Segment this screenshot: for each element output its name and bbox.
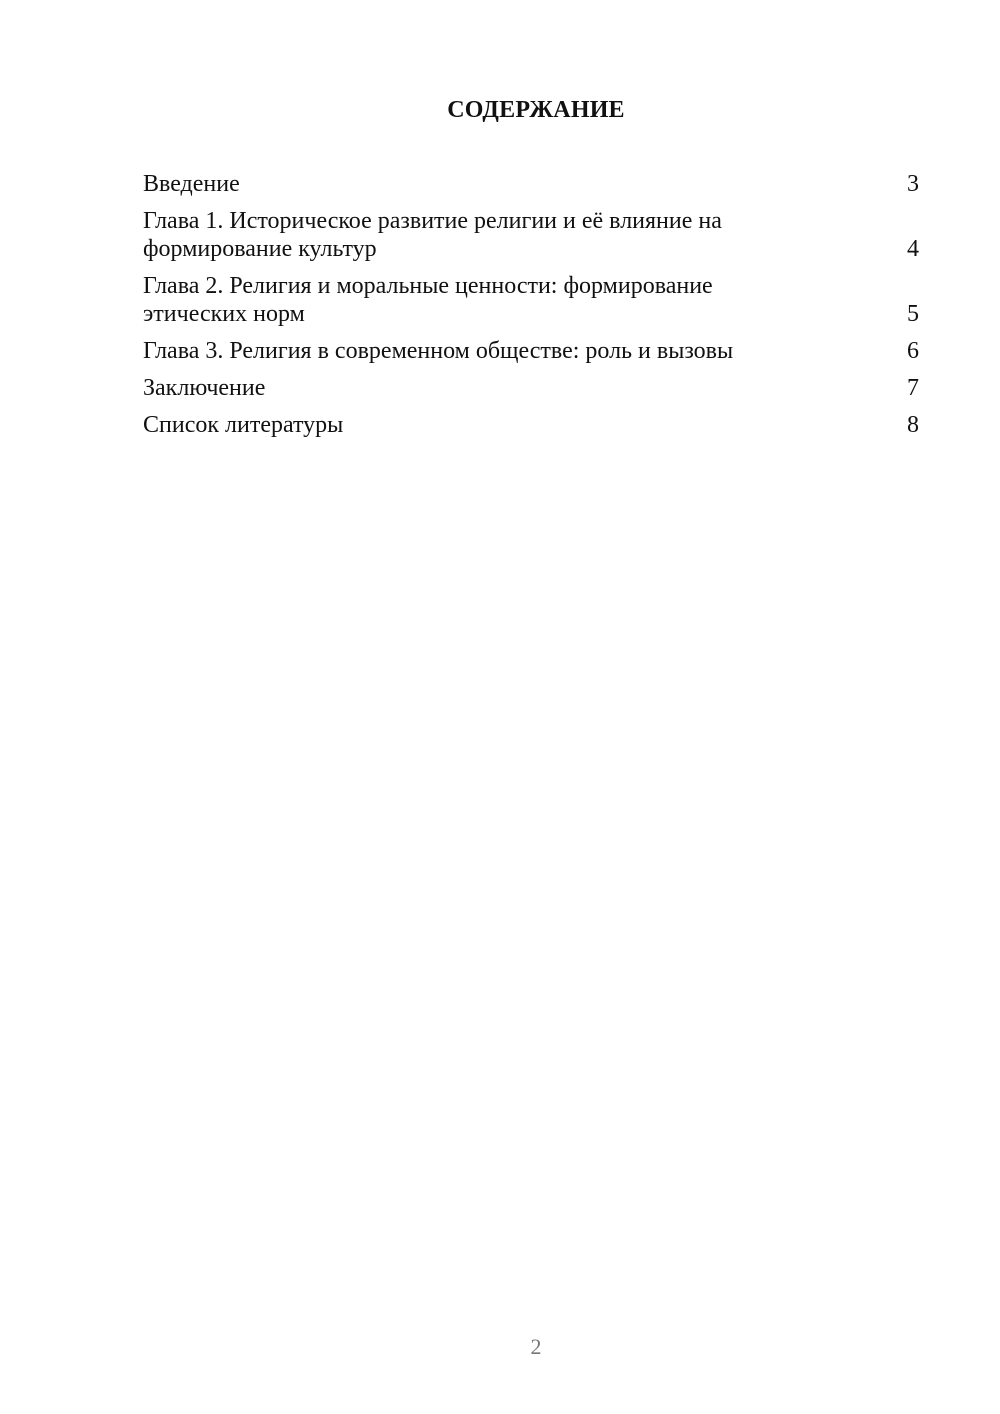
- toc-entry-page: 3: [907, 171, 919, 197]
- table-of-contents: [143, 170, 919, 448]
- toc-entry-conclusion: [143, 374, 919, 402]
- toc-entry-page: 4: [907, 236, 919, 262]
- page-title: СОДЕРЖАНИЕ: [447, 97, 625, 123]
- toc-entry-page: 5: [907, 301, 919, 327]
- toc-entry-label: Введение: [143, 171, 240, 197]
- toc-entry-page: 7: [907, 375, 919, 401]
- toc-entry-page: 6: [907, 338, 919, 364]
- toc-entry-bibliography: [143, 411, 919, 439]
- toc-entry-label: Глава 2. Религия и моральные ценности: формирование этических норм: [143, 273, 713, 327]
- toc-entry-introduction: [143, 170, 919, 198]
- toc-entry-label: Глава 3. Религия в современном обществе: роль и вызовы: [143, 338, 734, 364]
- toc-entry-page: 8: [907, 412, 919, 438]
- toc-entry-label: Заключение: [143, 375, 266, 401]
- toc-entry-chapter-1: [143, 207, 919, 263]
- toc-entry-label: Список литературы: [143, 412, 344, 438]
- toc-entry-label: Глава 1. Историческое развитие религии и её влияние на формирование культур: [143, 208, 722, 262]
- toc-entry-chapter-2: [143, 272, 919, 328]
- toc-entry-chapter-3: [143, 337, 919, 365]
- page-number: 2: [530, 1334, 542, 1359]
